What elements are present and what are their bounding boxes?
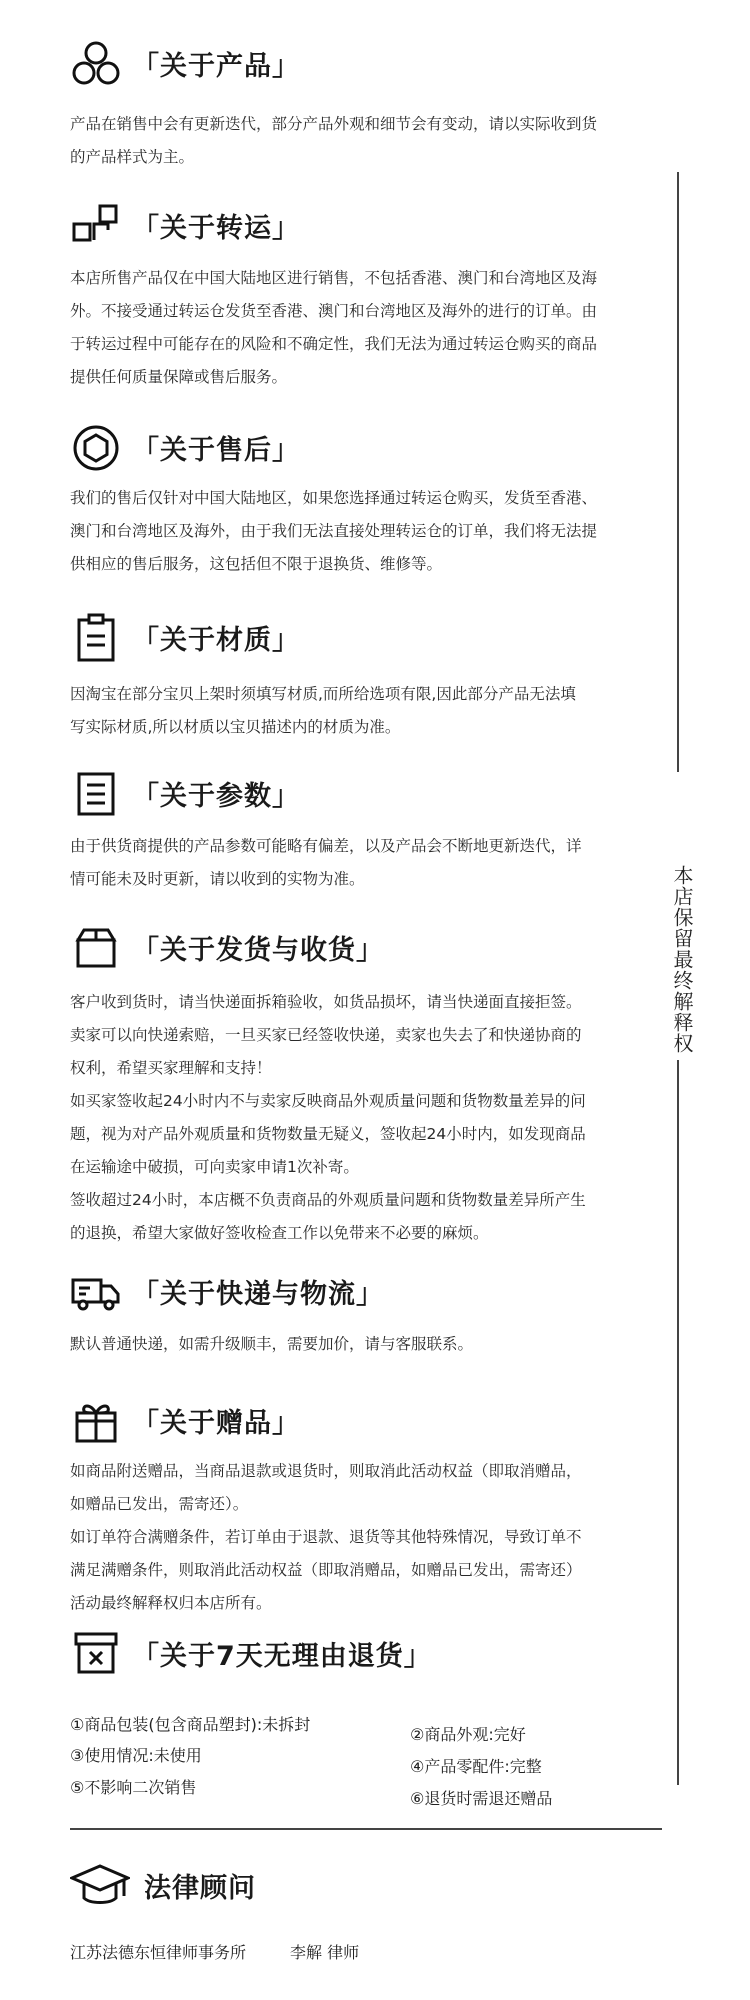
- section-title: 「关于参数」: [132, 781, 300, 812]
- section-header: [70, 1395, 670, 1451]
- text-line: 在运输途中破损，可向卖家申请1次补寄。: [70, 1158, 359, 1176]
- section-header: [70, 38, 670, 94]
- list-item: ⑤不影响二次销售: [70, 1778, 197, 1797]
- text-line: 权利，希望买家理解和支持！: [70, 1059, 272, 1077]
- section-header: [70, 1860, 670, 1916]
- list-doc-icon: [70, 768, 122, 820]
- text-line: 签收超过24小时，本店概不负责商品的外观质量问题和货物数量差异所产生: [70, 1191, 586, 1209]
- text-line: 由于供货商提供的产品参数可能略有偏差，以及产品会不断地更新迭代，详: [70, 837, 582, 855]
- section-header: [70, 922, 670, 978]
- text-line: 如商品附送赠品，当商品退款或退货时，则取消此活动权益（即取消赠品，: [70, 1462, 582, 1480]
- text-line: 供相应的售后服务，这包括但不限于退换货、维修等。: [70, 555, 443, 573]
- text-line: 于转运过程中可能存在的风险和不确定性，我们无法为通过转运仓购买的商品: [70, 335, 598, 353]
- list-item: ③使用情况:未使用: [70, 1746, 202, 1765]
- text-line: 如赠品已发出，需寄还）。: [70, 1495, 249, 1513]
- text-line: 的产品样式为主。: [70, 148, 195, 166]
- section-body: [70, 482, 665, 581]
- text-line: 产品在销售中会有更新迭代，部分产品外观和细节会有变动，请以实际收到货: [70, 115, 598, 133]
- list-item: ⑥退货时需退还赠品: [410, 1789, 553, 1808]
- section-body: [70, 830, 665, 896]
- section-title: 「关于快递与物流」: [132, 1279, 384, 1310]
- list-item: ②商品外观:完好: [410, 1725, 526, 1744]
- vertical-divider-bottom: [677, 1060, 679, 1785]
- package-box-icon: [70, 922, 122, 974]
- legal-firm: 江苏法德东恒律师事务所: [70, 1943, 247, 1962]
- horizontal-divider: [70, 1828, 662, 1830]
- text-line: 因淘宝在部分宝贝上架时须填写材质,而所给选项有限,因此部分产品无法填: [70, 685, 576, 703]
- section-body: [70, 678, 665, 744]
- section-title: 「关于发货与收货」: [132, 935, 384, 966]
- section-header: [70, 768, 670, 824]
- section-header: [70, 612, 670, 668]
- section-title: 「关于售后」: [132, 435, 300, 466]
- legal-title: 法律顾问: [144, 1873, 256, 1904]
- text-line: 的退换，希望大家做好签收检查工作以免带来不必要的麻烦。: [70, 1224, 489, 1242]
- section-title: 「关于转运」: [132, 213, 300, 244]
- text-line: 本店所售产品仅在中国大陆地区进行销售，不包括香港、澳门和台湾地区及海: [70, 269, 598, 287]
- section-body: [70, 1455, 665, 1620]
- gift-icon: [70, 1395, 122, 1447]
- section-header: [70, 422, 670, 478]
- section-body: [70, 986, 665, 1250]
- three-circles-icon: [70, 38, 122, 90]
- list-item: ④产品零配件:完整: [410, 1757, 542, 1776]
- section-body: [70, 262, 665, 394]
- text-line: 我们的售后仅针对中国大陆地区，如果您选择通过转运仓购买，发货至香港、: [70, 489, 598, 507]
- section-header: [70, 1266, 670, 1322]
- section-body: [70, 1328, 665, 1361]
- text-line: 满足满赠条件，则取消此活动权益（即取消赠品，如赠品已发出，需寄还）: [70, 1561, 582, 1579]
- text-line: 活动最终解释权归本店所有。: [70, 1594, 272, 1612]
- section-title: 「关于产品」: [132, 51, 300, 82]
- legal-lawyer: 李解 律师: [290, 1943, 360, 1962]
- clipboard-icon: [70, 612, 122, 664]
- text-line: 默认普通快递，如需升级顺丰，需要加价，请与客服联系。: [70, 1335, 474, 1353]
- text-line: 如订单符合满赠条件，若订单由于退款、退货等其他特殊情况，导致订单不: [70, 1528, 582, 1546]
- text-line: 客户收到货时，请当快递面拆箱验收，如货品损坏，请当快递面直接拒签。: [70, 993, 582, 1011]
- text-line: 写实际材质,所以材质以宝贝描述内的材质为准。: [70, 718, 401, 736]
- section-header: [70, 1628, 670, 1684]
- hexagon-circle-icon: [70, 422, 122, 474]
- side-note: 本店保留最终解释权: [670, 865, 694, 1054]
- graduation-cap-icon: [70, 1860, 130, 1912]
- section-title: 「关于材质」: [132, 625, 300, 656]
- text-line: 情可能未及时更新，请以收到的实物为准。: [70, 870, 365, 888]
- text-line: 题，视为对产品外观质量和货物数量无疑义，签收起24小时内，如发现商品: [70, 1125, 586, 1143]
- text-line: 澳门和台湾地区及海外，由于我们无法直接处理转运仓的订单，我们将无法提: [70, 522, 598, 540]
- section-title: 「关于7天无理由退货」: [132, 1641, 432, 1672]
- list-item: ①商品包装(包含商品塑封):未拆封: [70, 1715, 311, 1734]
- section-body: [70, 108, 665, 174]
- delivery-truck-icon: [70, 1266, 122, 1318]
- section-title: 「关于赠品」: [132, 1408, 300, 1439]
- return-box-icon: [70, 1628, 122, 1680]
- transfer-boxes-icon: [70, 200, 122, 252]
- text-line: 外。不接受通过转运仓发货至香港、澳门和台湾地区及海外的进行的订单。由: [70, 302, 598, 320]
- section-header: [70, 200, 670, 256]
- text-line: 卖家可以向快递索赔，一旦买家已经签收快递，卖家也失去了和快递协商的: [70, 1026, 582, 1044]
- vertical-divider-top: [677, 172, 679, 772]
- text-line: 如买家签收起24小时内不与卖家反映商品外观质量问题和货物数量差异的问: [70, 1092, 586, 1110]
- text-line: 提供任何质量保障或售后服务。: [70, 368, 288, 386]
